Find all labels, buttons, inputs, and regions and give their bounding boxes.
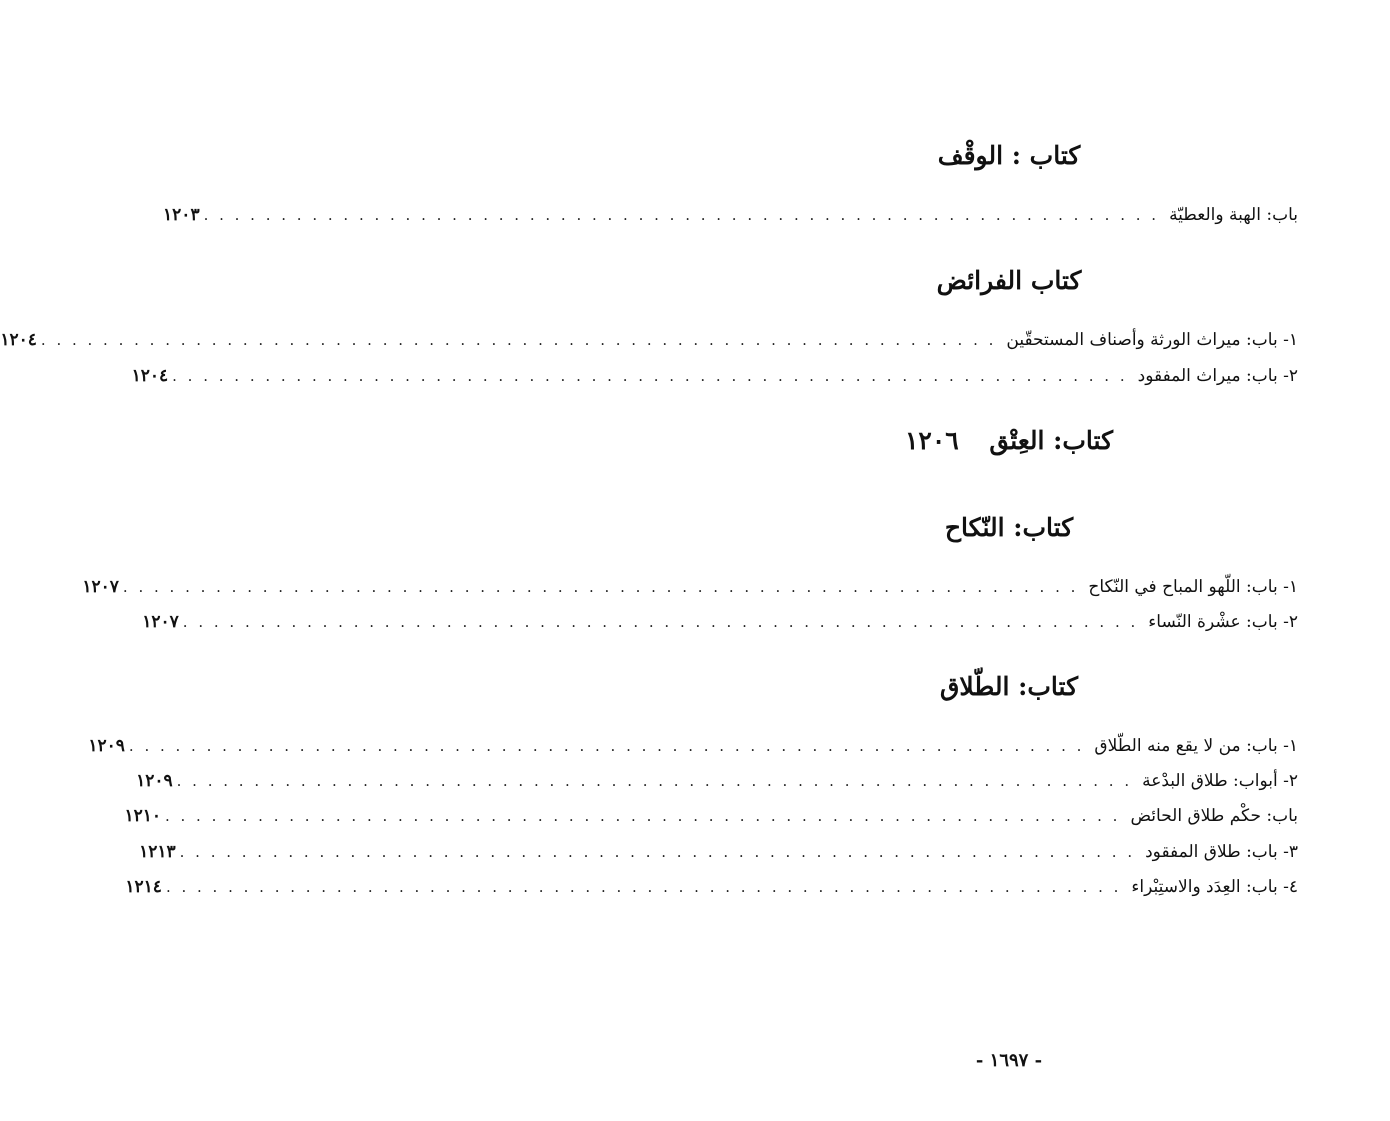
toc-entry[interactable] (0, 328, 1298, 352)
leader-dots: . . . . . . . . . . . . . . . . . . . . . . . . . . . . . . . . . . . . . . . . . . . . . . . . . . . . . . . . . . . . . . (40, 331, 997, 349)
entry-title: ٢- باب: عشْرة النّساء (1148, 612, 1298, 632)
leader-dots: . . . . . . . . . . . . . . . . . . . . . . . . . . . . . . . . . . . . . . . . . . . . . . . . . . . . . . . . . . . . . . (182, 613, 1139, 631)
entry-title: باب: حكْم طلاق الحائض (1130, 806, 1298, 826)
heading-name: العِتْق (989, 426, 1045, 455)
section-heading-faraid (628, 268, 1390, 293)
heading-keyword: كتاب : (1011, 141, 1081, 170)
toc-entry[interactable] (82, 575, 1298, 599)
section-heading-nikah (628, 515, 1390, 540)
leader-dots: . . . . . . . . . . . . . . . . . . . . . . . . . . . . . . . . . . . . . . . . . . . . . . . . . . . . . . . . . . . . . . (172, 367, 1128, 385)
section-heading-talaq (628, 674, 1390, 699)
entry-title: ١- باب: اللّهو المباح في النّكاح (1088, 577, 1298, 597)
leader-dots: . . . . . . . . . . . . . . . . . . . . . . . . . . . . . . . . . . . . . . . . . . . . . . . . . . . . . . . . . . . . . . (128, 737, 1085, 755)
heading-name: الطّلاق (940, 672, 1010, 701)
toc-entry[interactable] (142, 610, 1298, 634)
toc-entry[interactable] (124, 804, 1298, 828)
heading-name: الفرائض (936, 266, 1023, 295)
heading-keyword: كتاب (1030, 266, 1082, 295)
heading-page-number: ١٢٠٦ (904, 426, 959, 455)
toc-entry[interactable] (139, 840, 1298, 864)
entry-page-number: ١٢٠٧ (142, 612, 179, 632)
heading-keyword: كتاب: (1053, 426, 1113, 455)
leader-dots: . . . . . . . . . . . . . . . . . . . . . . . . . . . . . . . . . . . . . . . . . . . . . . . . . . . . . . . . . . . . . . (122, 578, 1079, 596)
toc-entry[interactable] (125, 875, 1298, 899)
toc-entry[interactable] (163, 203, 1298, 227)
page-number-footer: - ١٦٩٧ - (975, 1050, 1043, 1071)
entry-page-number: ١٢٠٣ (163, 205, 200, 225)
heading-name: الوقْف (937, 141, 1004, 170)
entry-title: ٣- باب: طلاق المفقود (1145, 842, 1298, 862)
entry-title: باب: الهبة والعطيّة (1169, 205, 1298, 225)
entry-page-number: ١٢٠٩ (88, 736, 125, 756)
entry-page-number: ١٢٠٩ (136, 771, 173, 791)
section-heading-waqf (628, 143, 1390, 168)
entry-page-number: ١٢٠٤ (131, 366, 169, 386)
toc-entry[interactable] (88, 734, 1298, 758)
entry-title: ٢- باب: ميراث المفقود (1137, 366, 1298, 386)
heading-keyword: كتاب: (1018, 672, 1078, 701)
entry-page-number: ١٢٠٤ (0, 330, 37, 350)
heading-keyword: كتاب: (1013, 513, 1074, 542)
entry-title: ١- باب: من لا يقع منه الطّلاق (1094, 736, 1298, 756)
leader-dots: . . . . . . . . . . . . . . . . . . . . . . . . . . . . . . . . . . . . . . . . . . . . . . . . . . . . . . . . . . . . . . (203, 206, 1160, 224)
entry-page-number: ١٢١٣ (139, 842, 176, 862)
entry-page-number: ١٢٠٧ (82, 577, 119, 597)
entry-title: ١- باب: ميراث الورثة وأصناف المستحقّين (1006, 330, 1298, 350)
section-heading-itq (628, 428, 1390, 453)
leader-dots: . . . . . . . . . . . . . . . . . . . . . . . . . . . . . . . . . . . . . . . . . . . . . . . . . . . . . . . . . . . . . . (164, 807, 1121, 825)
entry-title: ٢- أبواب: طلاق البدْعة (1142, 771, 1298, 791)
entry-page-number: ١٢١٠ (124, 806, 161, 826)
leader-dots: . . . . . . . . . . . . . . . . . . . . . . . . . . . . . . . . . . . . . . . . . . . . . . . . . . . . . . . . . . . . . . (176, 772, 1133, 790)
heading-name: النّكاح (944, 513, 1005, 542)
leader-dots: . . . . . . . . . . . . . . . . . . . . . . . . . . . . . . . . . . . . . . . . . . . . . . . . . . . . . . . . . . . . . . (179, 843, 1136, 861)
leader-dots: . . . . . . . . . . . . . . . . . . . . . . . . . . . . . . . . . . . . . . . . . . . . . . . . . . . . . . . . . . . . . . (165, 878, 1122, 896)
toc-entry[interactable] (136, 769, 1298, 793)
entry-page-number: ١٢١٤ (125, 877, 162, 897)
entry-title: ٤- باب: العِدَد والاستِبْراء (1131, 877, 1298, 897)
toc-entry[interactable] (131, 364, 1298, 388)
